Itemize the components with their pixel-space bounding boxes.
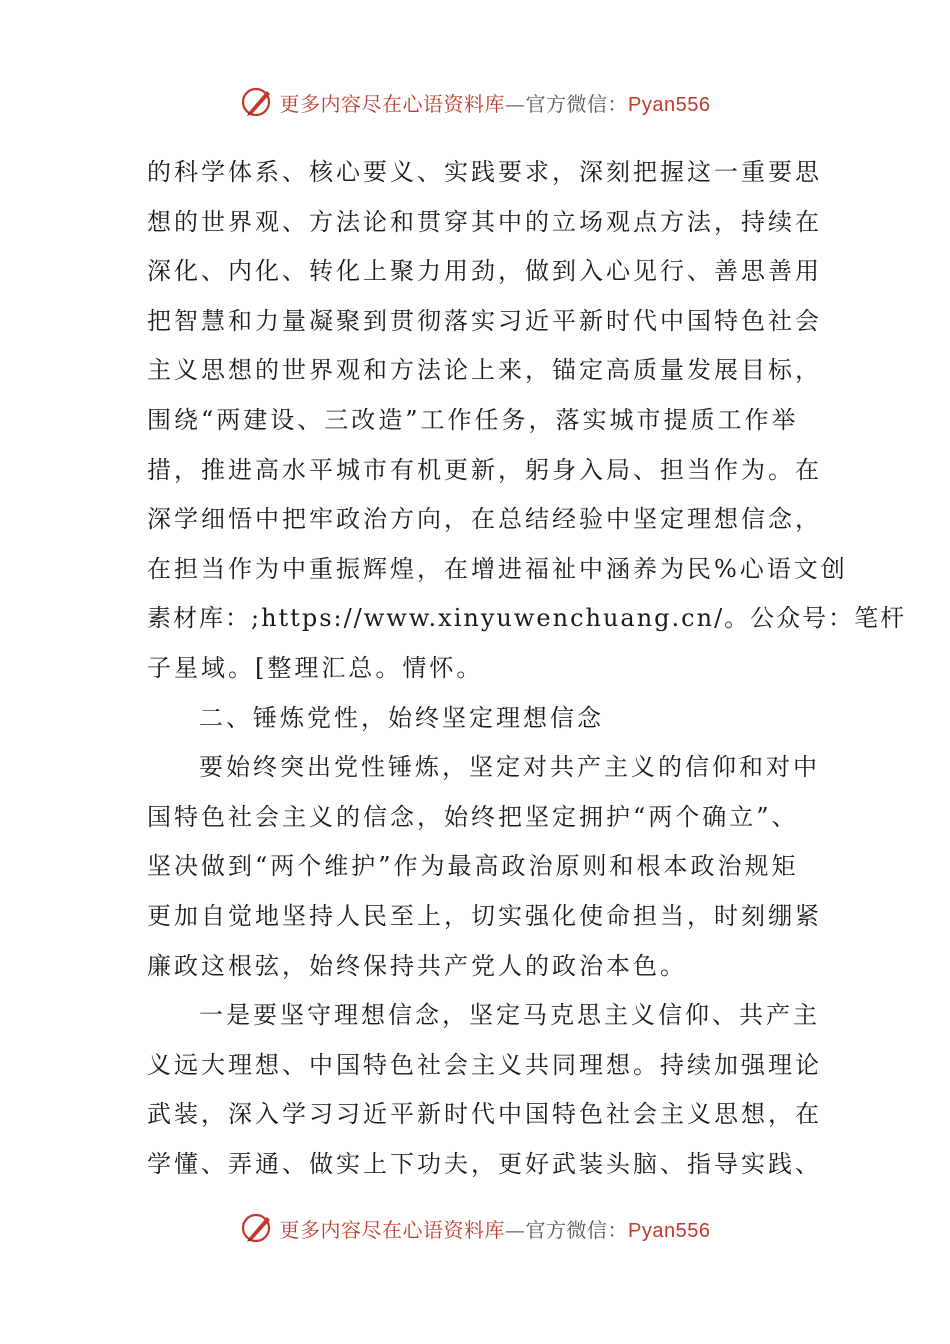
text-line: 国特色社会主义的信念，始终把坚定拥护“两个确立”、 <box>147 802 799 831</box>
text-line: 武装，深入学习习近平新时代中国特色社会主义思想，在 <box>147 1100 822 1129</box>
text-line: 围绕“两建设、三改造”工作任务，落实城市提质工作举 <box>147 405 799 434</box>
document-body <box>147 148 907 1189</box>
paragraph-first-line: 要始终突出党性锤炼，坚定对共产主义的信仰和对中 <box>199 753 820 782</box>
banner-text <box>280 1214 711 1243</box>
text-line: 学懂、弄通、做实上下功夫，更好武装头脑、指导实践、 <box>147 1149 822 1178</box>
text-line-with-url: 素材库：;https://www.xinyuwenchuang.cn/。公众号：笔杆 <box>147 604 907 633</box>
banner-main-text: 更多内容尽在心语资料库 <box>279 1217 506 1242</box>
text-line: 子星域。[整理汇总。情怀。 <box>147 653 484 682</box>
text-line: 深学细悟中把牢政治方向，在总结经验中坚定理想信念， <box>147 505 822 534</box>
text-line: 义远大理想、中国特色社会主义共同理想。持续加强理论 <box>147 1050 822 1079</box>
banner-wechat-id: Pyan556 <box>628 93 711 116</box>
footer-watermark-banner <box>0 1208 950 1248</box>
text-line: 坚决做到“两个维护”作为最高政治原则和根本政治规矩 <box>147 852 799 881</box>
text-line: 把智慧和力量凝聚到贯彻落实习近平新时代中国特色社会 <box>147 306 822 335</box>
text-line: 措，推进高水平城市有机更新，躬身入局、担当作为。在 <box>147 455 822 484</box>
pen-circle-icon <box>240 1211 274 1245</box>
section-heading: 二、锤炼党性，始终坚定理想信念 <box>199 703 604 732</box>
text-line: 想的世界观、方法论和贯穿其中的立场观点方法，持续在 <box>147 207 822 236</box>
banner-text <box>280 88 711 117</box>
banner-main-text: 更多内容尽在心语资料库 <box>279 91 506 116</box>
pen-circle-icon <box>240 85 274 119</box>
header-watermark-banner <box>0 82 950 122</box>
banner-wechat-id: Pyan556 <box>628 1219 711 1242</box>
banner-dash: — <box>505 91 526 116</box>
text-line: 更加自觉地坚持人民至上，切实强化使命担当，时刻绷紧 <box>147 901 822 930</box>
text-line: 的科学体系、核心要义、实践要求，深刻把握这一重要思 <box>147 158 822 186</box>
banner-wechat-label: 官方微信： <box>525 1217 629 1242</box>
text-line: 主义思想的世界观和方法论上来，锚定高质量发展目标， <box>147 356 822 385</box>
text-line: 深化、内化、转化上聚力用劲，做到入心见行、善思善用 <box>147 257 822 286</box>
banner-wechat-label: 官方微信： <box>525 91 629 116</box>
paragraph-first-line: 一是要坚守理想信念，坚定马克思主义信仰、共产主 <box>199 1001 820 1030</box>
text-line: 廉政这根弦，始终保持共产党人的政治本色。 <box>147 951 687 980</box>
text-line: 在担当作为中重振辉煌，在增进福祉中涵养为民%心语文创 <box>147 554 848 583</box>
banner-dash: — <box>505 1217 526 1242</box>
